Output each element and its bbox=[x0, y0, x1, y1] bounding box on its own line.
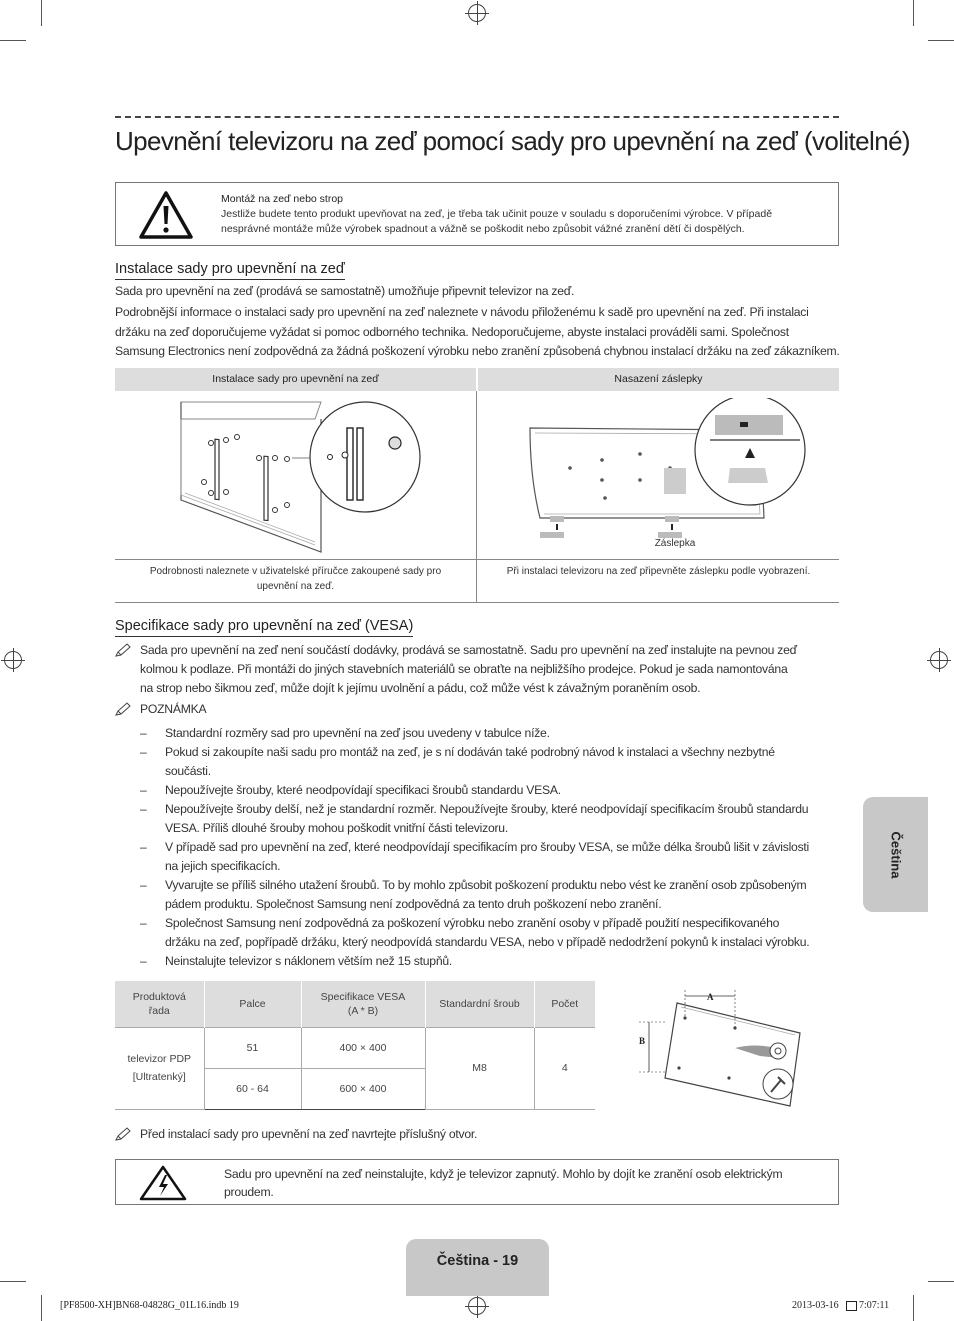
note-item-line: na jejich specifikacích. bbox=[165, 859, 281, 873]
caution-text-line: Jestliže budete tento produkt upevňovat na zeď, je třeba tak učinit pouze v souladu s doporučeními výrobce. V případě bbox=[221, 208, 773, 220]
note-item bbox=[140, 781, 840, 800]
page-title: Upevnění televizoru na zeď pomocí sady pro upevnění na zeď (volitelné) bbox=[115, 126, 910, 156]
calendar-icon bbox=[846, 1301, 857, 1311]
electric-warning-text bbox=[224, 1165, 824, 1201]
cell-series-line: [Ultratenký] bbox=[132, 1071, 186, 1083]
dash-bullet: – bbox=[140, 954, 147, 968]
note-item bbox=[140, 914, 840, 952]
cap-label: Záslepka bbox=[654, 538, 696, 549]
caution-title: Montáž na zeď nebo strop bbox=[221, 193, 344, 205]
registration-mark-icon bbox=[930, 651, 948, 669]
note-item-line: Neinstalujte televizor s náklonem větším než 15 stupňů. bbox=[165, 954, 453, 968]
crop-mark bbox=[41, 1295, 42, 1321]
dash-bullet: – bbox=[140, 745, 147, 759]
dash-bullet: – bbox=[140, 802, 147, 816]
electric-shock-icon bbox=[138, 1165, 188, 1201]
note-item bbox=[140, 743, 840, 781]
note-item-line: Společnost Samsung není zodpovědná za poškození výrobku nebo zranění osoby v případě použití nespecifikovaného bbox=[165, 916, 780, 930]
header-vesa-line: Specifikace VESA bbox=[320, 990, 406, 1003]
label-b: B bbox=[639, 1036, 646, 1046]
caution-text bbox=[221, 207, 831, 237]
electric-warning-box bbox=[115, 1159, 839, 1205]
page-number-tab bbox=[406, 1239, 549, 1296]
dash-bullet: – bbox=[140, 916, 147, 930]
col-header-install: Instalace sady pro upevnění na zeď bbox=[115, 368, 476, 391]
header-screw: Standardní šroub bbox=[425, 981, 534, 1027]
install-details-line: držáku na zeď doporučujeme vyžádat si pomoc odborného technika. Nedoporučujeme, abyste instalaci prováděli sami. Společnost bbox=[115, 324, 789, 339]
cell-inches: 51 bbox=[204, 1027, 301, 1068]
print-file-info: [PF8500-XH]BN68-04828G_01L16.indb 19 bbox=[60, 1300, 239, 1311]
cap-illustration bbox=[510, 398, 840, 553]
label-a: A bbox=[707, 992, 714, 1002]
print-date: 2013-03-16 bbox=[792, 1300, 839, 1311]
language-side-tab bbox=[863, 797, 928, 912]
note-text-line: kolmou k podlaze. Při montáži do jiných stavebních materiálů se obraťte na nejbližšího prodejce. Pokud je sada namontována bbox=[140, 662, 788, 676]
caution-box bbox=[115, 182, 839, 246]
registration-mark-icon bbox=[4, 651, 22, 669]
note-heading-text: POZNÁMKA bbox=[140, 702, 207, 716]
cap-caption: Při instalaci televizoru na zeď připevněte záslepku podle vyobrazení. bbox=[506, 566, 811, 577]
cell-inches: 60 - 64 bbox=[204, 1068, 301, 1109]
caution-text-line: nesprávné montáže může výrobek spadnout a vážně se poškodit nebo způsobit vážné zranění dětí či dospělých. bbox=[221, 223, 745, 235]
note-item bbox=[140, 876, 840, 914]
install-details bbox=[115, 303, 840, 362]
crop-mark bbox=[0, 1281, 26, 1282]
cell-screw: M8 bbox=[425, 1027, 534, 1109]
vesa-dimension-diagram bbox=[635, 988, 805, 1108]
column-divider bbox=[476, 391, 477, 603]
crop-mark bbox=[913, 1295, 914, 1321]
dash-bullet: – bbox=[140, 783, 147, 797]
crop-mark bbox=[0, 40, 26, 41]
dash-bullet: – bbox=[140, 726, 147, 740]
install-caption bbox=[130, 564, 461, 594]
electric-warning-line: proudem. bbox=[224, 1185, 274, 1199]
dash-bullet: – bbox=[140, 878, 147, 892]
note-item-line: VESA. Příliš dlouhé šrouby mohou poškodit vnitřní části televizoru. bbox=[165, 821, 508, 835]
crop-mark bbox=[928, 40, 954, 41]
note-item bbox=[140, 838, 840, 876]
note-pencil-icon bbox=[115, 643, 131, 657]
caution-triangle-icon bbox=[138, 190, 194, 240]
install-details-line: Podrobnější informace o instalaci sady pro upevnění na zeď naleznete v návodu přiloženému k sadě pro upevnění na zeď. Při instalaci bbox=[115, 305, 809, 319]
note-item-line: pádem produktu. Společnost Samsung není zodpovědná za tento druh poškození nebo zranění. bbox=[165, 897, 662, 911]
table-row bbox=[115, 1027, 595, 1068]
header-series-line: řada bbox=[148, 1004, 170, 1017]
note-drill-hole bbox=[115, 1125, 840, 1144]
cell-vesa: 600 × 400 bbox=[301, 1068, 425, 1109]
header-vesa-line: (A * B) bbox=[347, 1004, 379, 1017]
crop-mark bbox=[913, 0, 914, 26]
install-details-line: Samsung Electronics není zodpovědná za žádná poškození výrobku nebo zranění způsobená chybnou instalací držáku na zeď zákazníkem. bbox=[115, 344, 840, 358]
title-divider bbox=[115, 116, 839, 118]
note-wall-mount-text bbox=[140, 641, 840, 698]
note-heading bbox=[115, 700, 840, 719]
header-inches: Palce bbox=[204, 981, 301, 1027]
note-item-line: Vyvarujte se příliš silného utažení šroubů. To by mohlo způsobit poškození produktu nebo vést ke zranění osob způsobeným bbox=[165, 878, 807, 892]
header-count: Počet bbox=[534, 981, 595, 1027]
note-text-line: Sada pro upevnění na zeď není součástí dodávky, prodává se samostatně. Sadu pro upevnění na zeď instalujte na pevnou zeď bbox=[140, 643, 797, 657]
install-caption-line: upevnění na zeď. bbox=[256, 581, 335, 592]
install-caption-line: Podrobnosti naleznete v uživatelské příručce zakoupené sady pro bbox=[149, 566, 442, 577]
note-item-line: Standardní rozměry sad pro upevnění na zeď jsou uvedeny v tabulce níže. bbox=[165, 726, 550, 740]
note-pencil-icon bbox=[115, 702, 131, 716]
cell-count: 4 bbox=[534, 1027, 595, 1109]
note-item bbox=[140, 952, 840, 971]
page-number: Čeština - 19 bbox=[436, 1253, 519, 1269]
row-divider bbox=[115, 559, 839, 560]
cell-vesa: 400 × 400 bbox=[301, 1027, 425, 1068]
header-series-line: Produktová bbox=[132, 990, 186, 1003]
cell-series bbox=[115, 1027, 204, 1109]
note-item-line: V případě sad pro upevnění na zeď, které neodpovídají specifikacím pro šrouby VESA, se může délka šroubů lišit v závislosti bbox=[165, 840, 810, 854]
vesa-heading: Specifikace sady pro upevnění na zeď (VESA) bbox=[115, 618, 413, 637]
note-pencil-icon bbox=[115, 1127, 131, 1141]
table-header-row bbox=[115, 981, 595, 1027]
note-item-line: Nepoužívejte šrouby, které neodpovídají specifikaci šroubů standardu VESA. bbox=[165, 783, 561, 797]
note-drill-hole-text: Před instalací sady pro upevnění na zeď navrtejte příslušný otvor. bbox=[140, 1127, 478, 1141]
dash-bullet: – bbox=[140, 840, 147, 854]
note-item-line: Nepoužívejte šrouby delší, než je standardní rozměr. Nepoužívejte šrouby, které neodpovídají specifikacím šroubů standardu bbox=[165, 802, 809, 816]
note-item bbox=[140, 724, 840, 743]
illustration-table bbox=[115, 368, 839, 603]
cell-series-line: televizor PDP bbox=[127, 1053, 192, 1065]
vesa-spec-table bbox=[115, 981, 595, 1110]
crop-mark bbox=[928, 1281, 954, 1282]
electric-warning-line: Sadu pro upevnění na zeď neinstalujte, když je televizor zapnutý. Mohlo by dojít ke zranění osob elektrickým bbox=[224, 1167, 783, 1181]
col-header-cap: Nasazení záslepky bbox=[478, 368, 839, 391]
note-item-line: Pokud si zakoupíte naši sadu pro montáž na zeď, je s ní dodáván také podrobný návod k instalaci a všechny nezbytné bbox=[165, 745, 775, 759]
note-wall-mount bbox=[115, 641, 840, 699]
print-time: 7:07:11 bbox=[859, 1300, 890, 1311]
install-heading: Instalace sady pro upevnění na zeď bbox=[115, 261, 345, 280]
note-item-line: držáku na zeď, popřípadě držáku, který neodpovídá standardu VESA, nebo v případě nedodržení pokynů k instalaci výrobku. bbox=[165, 935, 810, 949]
language-side-tab-label: Čeština bbox=[888, 831, 903, 878]
registration-mark-icon bbox=[468, 1297, 486, 1315]
note-item-line: součásti. bbox=[165, 764, 211, 778]
install-intro: Sada pro upevnění na zeď (prodává se samostatně) umožňuje připevnit televizor na zeď. bbox=[115, 284, 575, 298]
header-vesa bbox=[301, 981, 425, 1027]
note-text-line: na strop nebo šikmou zeď, může dojít k jejímu uvolnění a pádu, což může vést k závažným poraněním osob. bbox=[140, 681, 701, 695]
note-item bbox=[140, 800, 840, 838]
header-series bbox=[115, 981, 204, 1027]
wall-mount-illustration bbox=[175, 395, 455, 555]
registration-mark-icon bbox=[468, 4, 486, 22]
crop-mark bbox=[41, 0, 42, 26]
